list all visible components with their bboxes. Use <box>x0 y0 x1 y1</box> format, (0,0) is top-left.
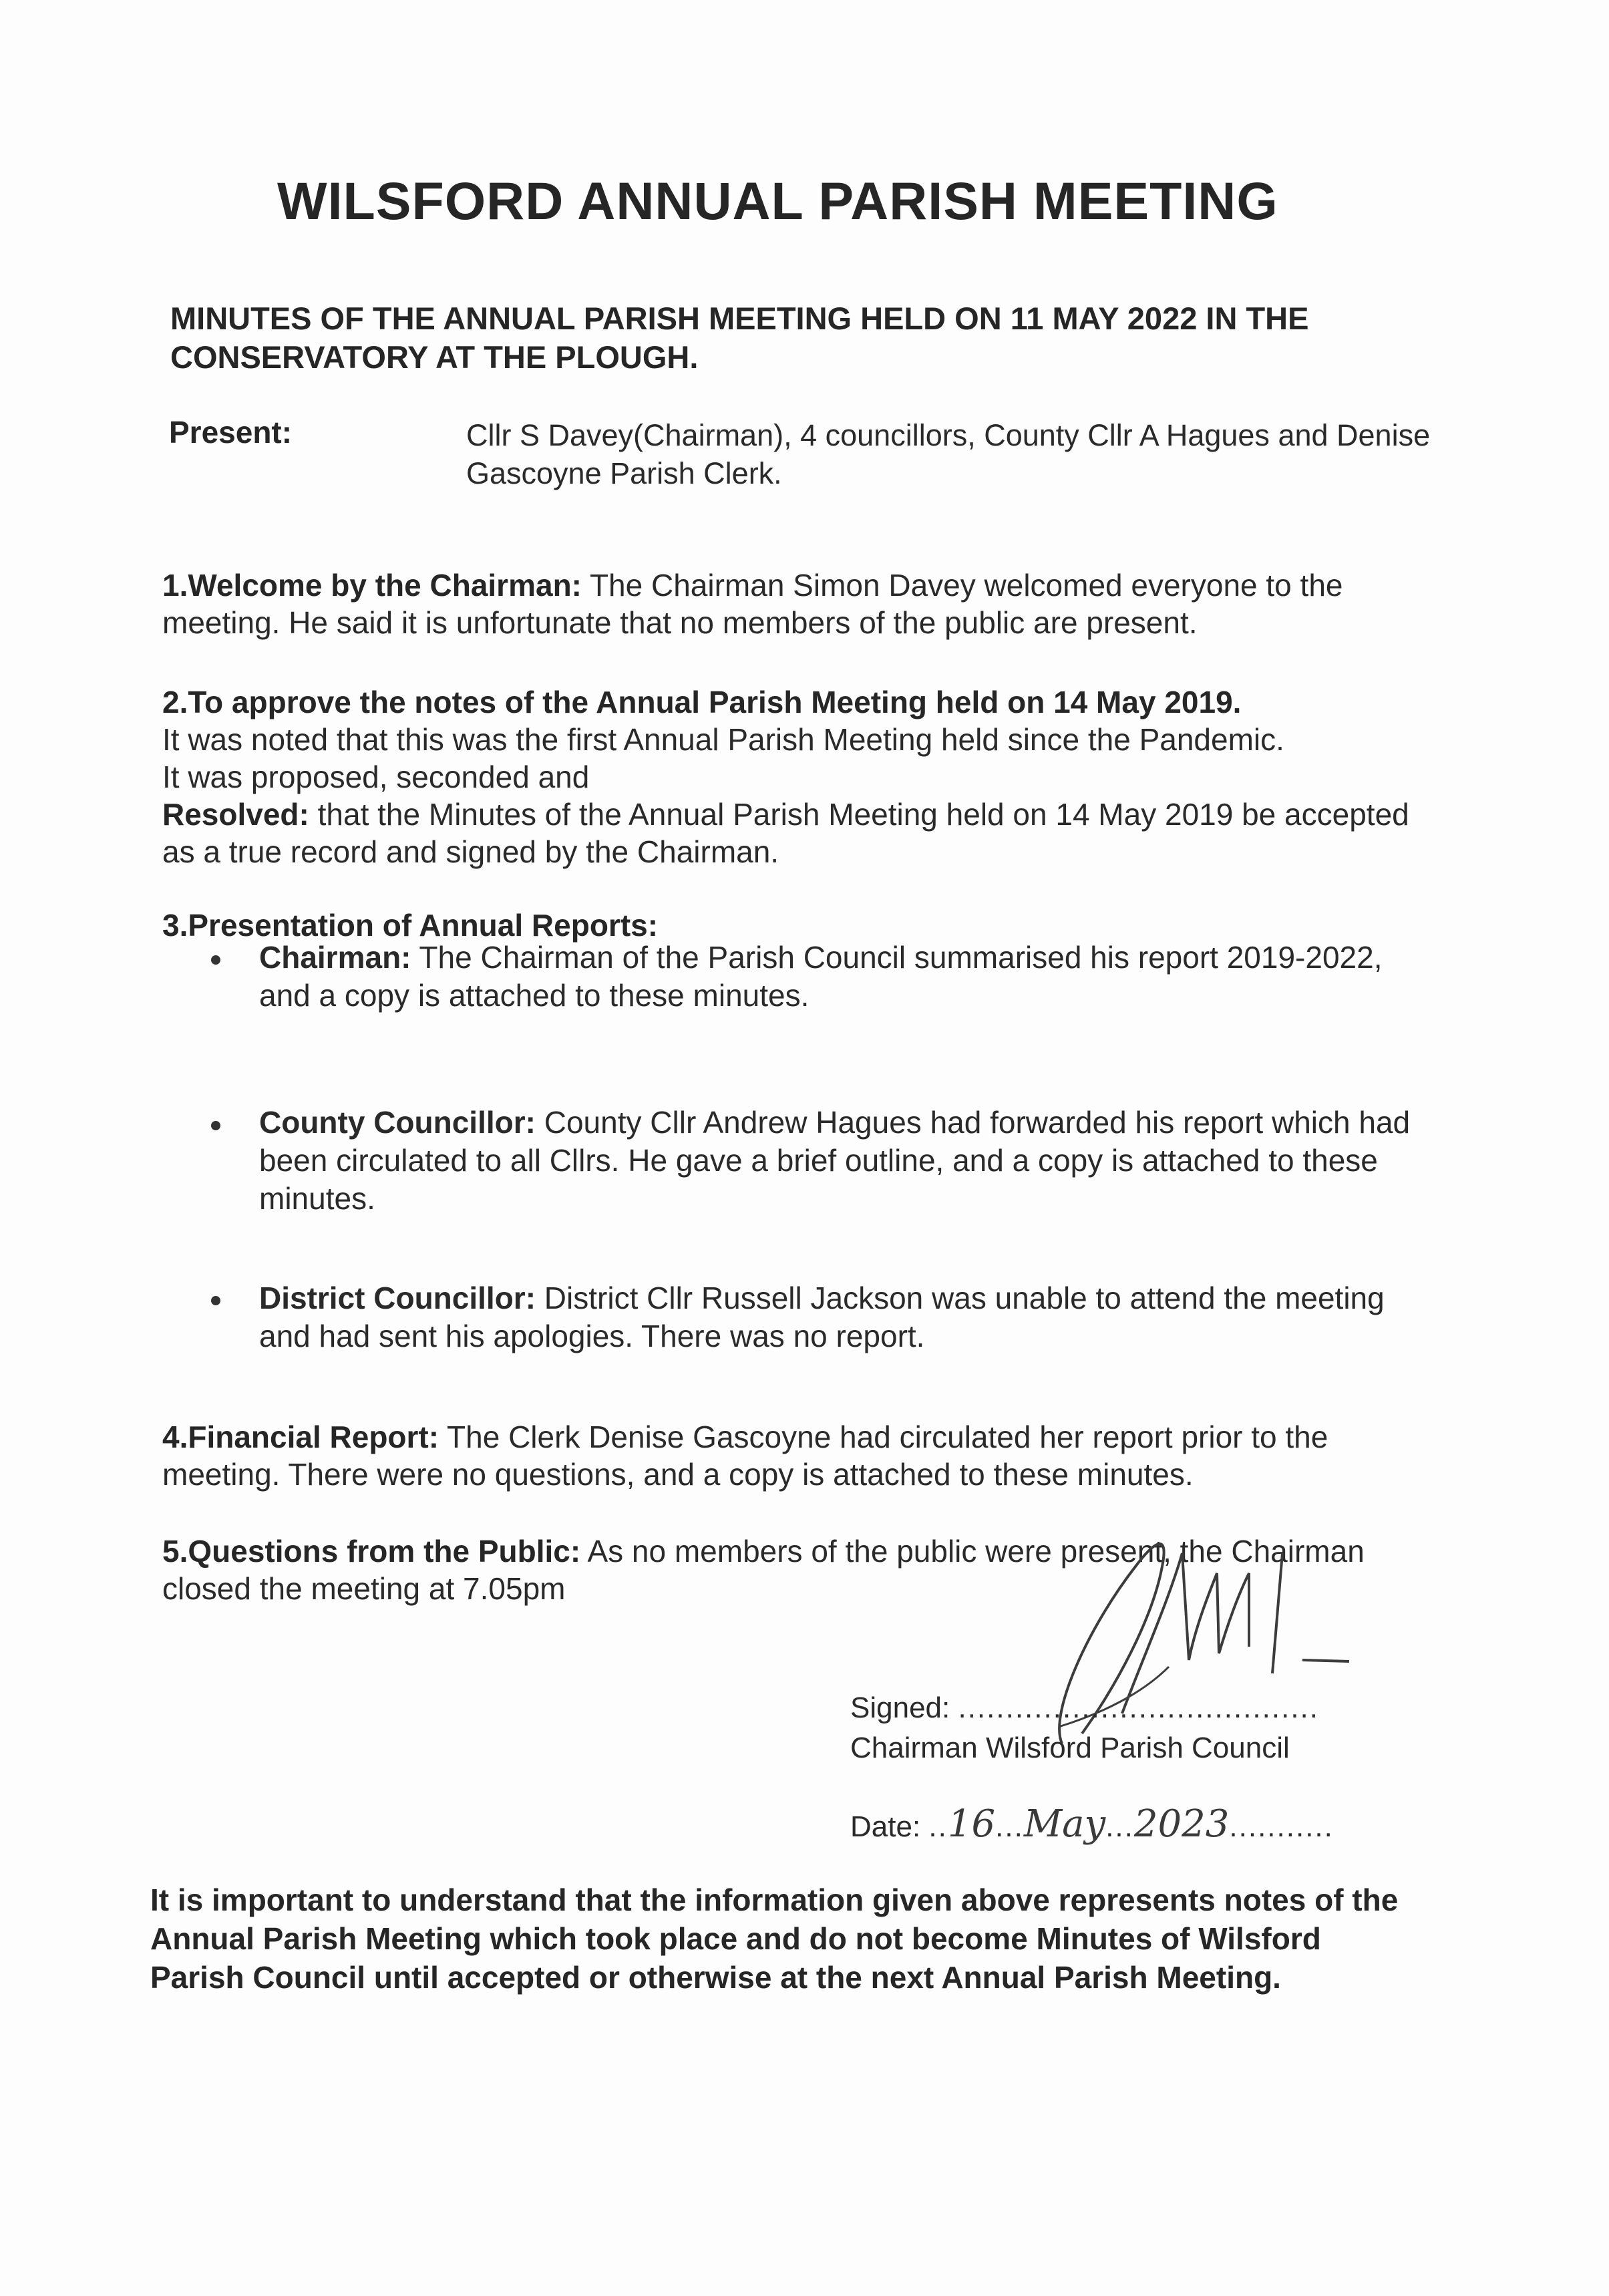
signed-dots: ...................................... <box>958 1691 1320 1724</box>
item-4-heading: 4.Financial Report: <box>162 1420 439 1454</box>
bullet-icon <box>207 950 227 970</box>
resolved-label: Resolved: <box>162 797 309 832</box>
item-2-line-2: It was proposed, seconded and <box>162 760 590 794</box>
resolved-text: that the Minutes of the Annual Parish Meeting held on 14 May 2019 be accepted as a true record and signed by the Chairman. <box>162 797 1409 869</box>
report-district-councillor <box>259 1279 1421 1355</box>
date-dots: ........... <box>1229 1810 1334 1843</box>
date-year: 2023 <box>1133 1802 1230 1846</box>
item-2-line-1: It was noted that this was the first Annual Parish Meeting held since the Pandemic. <box>162 722 1284 757</box>
report-district-text: District Cllr Russell Jackson was unable to attend the meeting and had sent his apologies. There was no report. <box>259 1281 1385 1353</box>
item-2-heading: 2.To approve the notes of the Annual Parish Meeting held on 14 May 2019. <box>162 685 1242 719</box>
minutes-subheading: MINUTES OF THE ANNUAL PARISH MEETING HELD ON 11 MAY 2022 IN THE CONSERVATORY AT THE PLOUGH. <box>170 301 1309 375</box>
item-1-text: The Chairman Simon Davey welcomed everyone to the meeting. He said it is unfortunate that no members of the public are present. <box>162 568 1343 640</box>
chairman-title: Chairman Wilsford Parish Council <box>850 1732 1290 1764</box>
report-chairman-text: The Chairman of the Parish Council summarised his report 2019-2022, and a copy is attached to these minutes. <box>259 940 1383 1013</box>
item-4-financial-report <box>162 1418 1421 1493</box>
document-title: WILSFORD ANNUAL PARISH MEETING <box>277 171 1278 230</box>
present-label: Present: <box>169 415 293 450</box>
date-dots: ... <box>995 1810 1024 1843</box>
date-line <box>850 1802 1334 1846</box>
date-dots: .. <box>928 1810 948 1843</box>
signed-line <box>850 1690 1319 1726</box>
report-county-text: County Cllr Andrew Hagues had forwarded his report which had been circulated to all Cllrs. He gave a brief outline, and a copy is attached to these minutes. <box>259 1105 1411 1216</box>
report-county-label: County Councillor: <box>259 1105 536 1140</box>
date-day: 16 <box>947 1802 996 1846</box>
bullet-icon <box>207 1291 227 1311</box>
date-label: Date: <box>850 1810 921 1843</box>
item-5-heading: 5.Questions from the Public: <box>162 1534 581 1569</box>
important-notice: It is important to understand that the information given above represents notes of the Annual Parish Meeting which took place and do not become Minutes of Wilsford Parish Council until accepted or otherwise at the next Annual Parish Meeting. <box>150 1882 1399 1995</box>
date-dots: ... <box>1105 1810 1134 1843</box>
item-3-heading: 3.Presentation of Annual Reports: <box>162 908 659 943</box>
report-county-councillor <box>259 1104 1421 1218</box>
report-chairman <box>259 939 1421 1015</box>
present-text: Cllr S Davey(Chairman), 4 councillors, County Cllr A Hagues and Denise Gascoyne Parish Clerk. <box>466 418 1431 490</box>
item-1-welcome <box>162 566 1421 641</box>
date-month: May <box>1023 1802 1106 1846</box>
report-district-label: District Councillor: <box>259 1281 536 1315</box>
item-5-text: As no members of the public were present, the Chairman closed the meeting at 7.05pm <box>162 1534 1365 1606</box>
report-chairman-label: Chairman: <box>259 940 411 975</box>
signed-label: Signed: <box>850 1691 950 1724</box>
item-4-text: The Clerk Denise Gascoyne had circulated her report prior to the meeting. There were no questions, and a copy is attached to these minutes. <box>162 1420 1328 1492</box>
bullet-icon <box>207 1116 227 1136</box>
item-1-heading: 1.Welcome by the Chairman: <box>162 568 582 603</box>
item-2-approve-notes <box>162 683 1421 870</box>
